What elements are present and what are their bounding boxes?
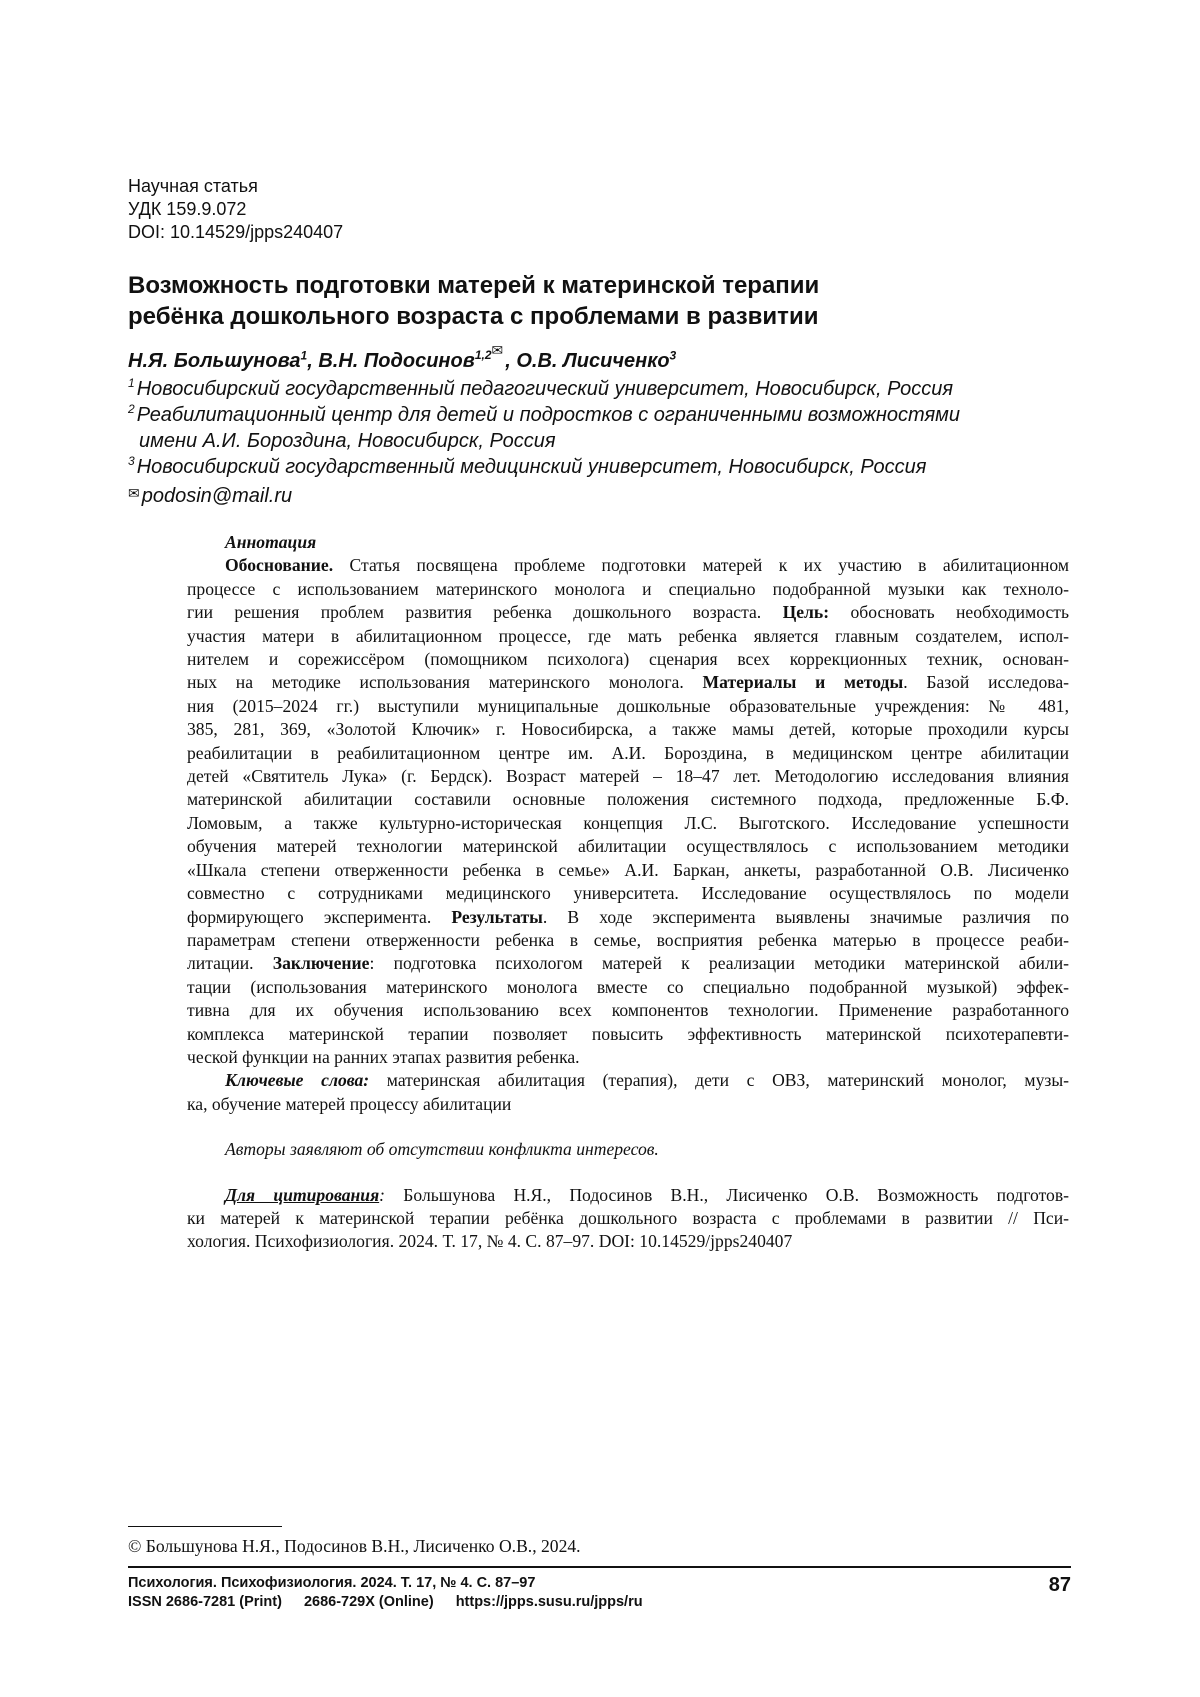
copyright: © Большунова Н.Я., Подосинов В.Н., Лисиченко О.В., 2024. bbox=[128, 1536, 581, 1556]
abstract-line: материнской абилитации составили основные положения системного подхода, предложенные Б.Ф. bbox=[187, 789, 1069, 810]
abstract-body bbox=[187, 554, 1069, 1069]
abstract-line: Ломовым, а также культурно-историческая концепция Л.С. Выготского. Исследование успешности bbox=[187, 812, 1069, 833]
authors bbox=[128, 342, 677, 374]
article-title bbox=[128, 270, 1088, 332]
citation-line: ки матерей к материнской терапии ребёнка дошкольного возраста с проблемами в развитии // Пси- bbox=[187, 1207, 1069, 1228]
keywords-line: ка, обучение матерей процессу абилитации bbox=[187, 1093, 512, 1114]
contact-email[interactable]: ✉ podosin@mail.ru bbox=[128, 480, 1088, 509]
author-2-affil: 1,2✉ bbox=[474, 342, 504, 363]
abstract-line: участия матери в абилитационном процессе, где мать ребенка является главным создателем, испол- bbox=[187, 625, 1069, 646]
abstract-line: «Шкала степени отверженности ребенка в семье» А.И. Баркан, анкеты, разработанной О.В. Лисиченко bbox=[187, 859, 1069, 880]
abstract-line: нителем и сорежиссёром (помощником психолога) сценария всех коррекционных техник, основан- bbox=[187, 649, 1069, 670]
author-2: В.Н. Подосинов bbox=[318, 350, 475, 372]
abstract-heading: Аннотация bbox=[225, 532, 317, 552]
issn-online: 2686-729X (Online) bbox=[303, 1594, 434, 1610]
affiliation-2-cont: имени А.И. Бороздина, Новосибирск, Россия bbox=[139, 430, 556, 452]
abstract-line: гии решения проблем развития ребенка дошкольного возраста. Цель: обосновать необходимость bbox=[187, 602, 1069, 623]
affiliations bbox=[128, 376, 1088, 509]
conflict-statement: Авторы заявляют об отсутствии конфликта интересов. bbox=[225, 1139, 659, 1160]
abstract-line: процессе с использованием материнского монолога и специально подобранной музыки как техноло- bbox=[187, 578, 1069, 599]
article-type: Научная статья bbox=[128, 176, 258, 196]
abstract-line: комплекса материнской терапии позволяет повысить эффективность материнской психотерапевти- bbox=[187, 1023, 1069, 1044]
abstract-line: реабилитации в реабилитационном центре им. А.И. Бороздина, в медицинском центре абилитации bbox=[187, 742, 1069, 763]
author-3: О.В. Лисиченко bbox=[516, 350, 670, 372]
author-1: Н.Я. Большунова bbox=[128, 350, 301, 372]
author-3-affil: 3 bbox=[669, 348, 677, 363]
abstract-line: Обоснование. Статья посвящена проблеме подготовки матерей к их участию в абилитационном bbox=[225, 555, 1069, 576]
issn-print: ISSN 2686-7281 (Print) bbox=[128, 1594, 282, 1610]
citation-line: Для цитирования: Большунова Н.Я., Подосинов В.Н., Лисиченко О.В. Возможность подготов- bbox=[225, 1184, 1069, 1205]
abstract-line: ческой функции на ранних этапах развития ребенка. bbox=[187, 1046, 580, 1067]
abstract-line: ных на методике использования материнского монолога. Материалы и методы. Базой исследова- bbox=[187, 672, 1069, 693]
keywords-label: Ключевые слова: bbox=[225, 1070, 370, 1091]
citation-label: Для цитирования bbox=[225, 1184, 380, 1205]
citation-line: хология. Психофизиология. 2024. Т. 17, № 4. С. 87–97. DOI: 10.14529/jpps240407 bbox=[187, 1231, 793, 1252]
author-1-affil: 1 bbox=[300, 348, 308, 363]
abstract-line: литации. Заключение: подготовка психологом матерей к реализации методики материнской абили- bbox=[187, 953, 1070, 974]
title-line-1: Возможность подготовки матерей к материнской терапии bbox=[128, 272, 820, 299]
abstract-line: тивна для их обучения использованию всех компонентов технологии. Применение разработанного bbox=[187, 1000, 1069, 1021]
affiliation-1: $^1$ Новосибирский государственный педагогический университет, Новосибирск, Россия bbox=[128, 376, 954, 400]
keywords-line: Ключевые слова: материнская абилитация (терапия), дети с ОВЗ, материнский монолог, музы- bbox=[225, 1070, 1069, 1091]
abstract-line: обучения матерей технологии материнской абилитации осуществлялось с использованием методики bbox=[187, 836, 1069, 857]
affiliation-3: $^3$ Новосибирский государственный медицинский университет, Новосибирск, Россия bbox=[128, 454, 927, 478]
abstract-line: тации (использования материнского монолога вместе со специально подобранной музыкой) эффек- bbox=[187, 976, 1069, 997]
abstract-line: совместно с сотрудниками медицинского университета. Исследование осуществлялось по модели bbox=[187, 883, 1069, 904]
page-number: 87 bbox=[1048, 1574, 1071, 1596]
abstract-line: формирующего эксперимента. Результаты. В ходе эксперимента выявлены значимые различия по bbox=[187, 906, 1069, 927]
author-separator: , bbox=[505, 350, 517, 372]
issn-line bbox=[128, 1593, 1071, 1612]
author-separator: , bbox=[307, 350, 319, 372]
abstract-line: 385, 281, 369, «Золотой Ключик» г. Новосибирска, а также мамы детей, которые проходили курсы bbox=[187, 719, 1069, 740]
title-line-2: ребёнка дошкольного возраста с проблемами в развитии bbox=[128, 303, 819, 330]
affiliation-2: $^2$ Реабилитационный центр для детей и подростков с ограниченными возможностями bbox=[128, 402, 960, 426]
journal-citation: Психология. Психофизиология. 2024. Т. 17, № 4. С. 87–97 bbox=[128, 1575, 536, 1591]
abstract-line: детей «Святитель Лука» (г. Бердск). Возраст матерей – 18–47 лет. Методологию исследования влияния bbox=[187, 766, 1069, 787]
udc-code: УДК 159.9.072 bbox=[128, 199, 247, 219]
journal-url[interactable]: https://jpps.susu.ru/jpps/ru bbox=[455, 1594, 643, 1610]
footer-rule bbox=[128, 1566, 1071, 1568]
article-meta bbox=[128, 175, 343, 244]
abstract-line: ния (2015–2024 гг.) выступили муниципальные дошкольные образовательные учреждения: № 481, bbox=[187, 695, 1069, 716]
abstract bbox=[187, 531, 1069, 1254]
doi: DOI: 10.14529/jpps240407 bbox=[128, 222, 344, 242]
abstract-line: параметрам степени отверженности ребенка в семье, восприятия ребенка матерью в процессе реаби- bbox=[187, 929, 1069, 950]
footnote-rule bbox=[128, 1526, 282, 1527]
page-footer bbox=[128, 1574, 1071, 1612]
envelope-icon: ✉ bbox=[128, 485, 140, 501]
